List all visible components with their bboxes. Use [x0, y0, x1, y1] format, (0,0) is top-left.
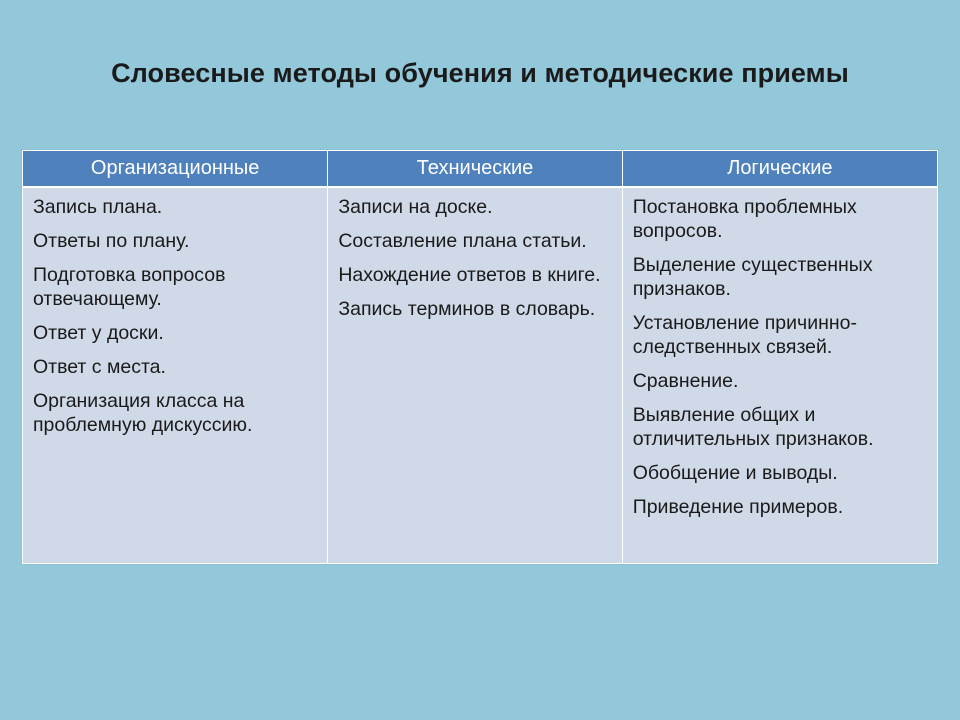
- list-item: Запись плана.: [33, 196, 163, 218]
- slide-title: Словесные методы обучения и методические приемы: [111, 58, 849, 88]
- methods-table: [22, 150, 938, 564]
- column-logical: [622, 188, 937, 563]
- column-technical: [327, 188, 621, 563]
- list-item: Выделение существенных признаков.: [632, 254, 873, 300]
- list-item: Приведение примеров.: [632, 496, 844, 518]
- list-item: Подготовка вопросов отвечающему.: [33, 264, 226, 310]
- list-item: Ответ с места.: [33, 356, 166, 378]
- list-item: Нахождение ответов в книге.: [338, 264, 601, 286]
- header-logical: Логические: [622, 151, 937, 186]
- list-item: Постановка проблемных вопросов.: [632, 196, 857, 242]
- list-item: Запись терминов в словарь.: [338, 298, 596, 320]
- header-organizational: Организационные: [90, 157, 260, 179]
- list-item: Составление плана статьи.: [338, 230, 587, 252]
- table-header-row: [23, 151, 937, 188]
- list-item: Ответы по плану.: [33, 230, 190, 252]
- list-item: Установление причинно-следственных связей.: [632, 312, 857, 358]
- list-item: Записи на доске.: [338, 196, 493, 218]
- column-organizational: [23, 188, 327, 563]
- table-body-row: [23, 188, 937, 563]
- list-item: Сравнение.: [632, 370, 739, 392]
- list-item: Выявление общих и отличительных признаков.: [632, 404, 874, 450]
- list-item: Организация класса на проблемную дискуссию.: [33, 390, 253, 436]
- list-item: Ответ у доски.: [33, 322, 164, 344]
- list-item: Обобщение и выводы.: [632, 462, 838, 484]
- header-technical: Технические: [327, 151, 621, 186]
